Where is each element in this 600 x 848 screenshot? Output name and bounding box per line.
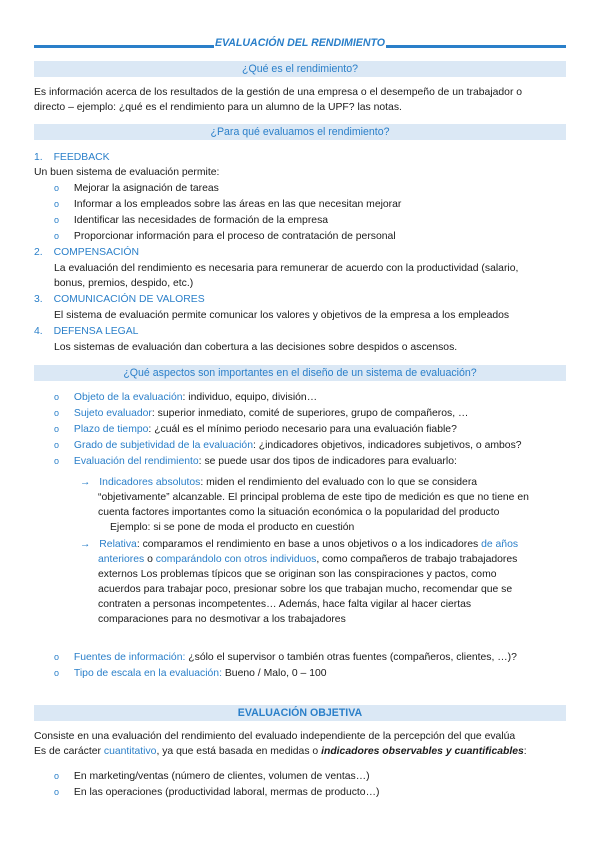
section-header-aspectos: ¿Qué aspectos son importantes en el diseño de un sistema de evaluación? xyxy=(34,365,566,381)
bullet-icon: o xyxy=(54,408,60,418)
paragraph-line: externos Los problemas típicos que se originan son las conspiraciones y pactos, como xyxy=(98,569,497,580)
bullet-icon: o xyxy=(54,456,60,466)
list-item: o Sujeto evaluador: superior inmediato, comité de superiores, grupo de compañeros, … xyxy=(54,408,469,419)
section-header-evaluacion-objetiva: EVALUACIÓN OBJETIVA xyxy=(34,705,566,721)
list-item: o Evaluación del rendimiento: se puede usar dos tipos de indicadores para evaluarlo: xyxy=(54,456,457,467)
list-item: o Fuentes de información: ¿sólo el supervisor o también otras fuentes (compañeros, clientes, …)? xyxy=(54,652,517,663)
bullet-icon: o xyxy=(54,771,60,781)
item-title: FEEDBACK xyxy=(53,152,110,163)
paragraph-line: Ejemplo: si se pone de moda el producto en cuestión xyxy=(110,522,355,533)
bullet-icon: o xyxy=(54,668,60,678)
paragraph-line: Consiste en una evaluación del rendimiento del evaluado independiente de la percepción del que evalúa xyxy=(34,731,516,742)
arrow-right-icon: → xyxy=(80,539,91,550)
list-item: o Tipo de escala en la evaluación: Bueno / Malo, 0 – 100 xyxy=(54,668,327,679)
list-item: o Objeto de la evaluación: individuo, equipo, división… xyxy=(54,392,318,403)
list-item: o Identificar las necesidades de formación de la empresa xyxy=(54,215,329,226)
list-item: o Mejorar la asignación de tareas xyxy=(54,183,219,194)
paragraph-line: La evaluación del rendimiento es necesaria para remunerar de acuerdo con la productividad (salario, xyxy=(54,263,519,274)
paragraph-line: Los sistemas de evaluación dan cobertura a las decisiones sobre despidos o ascensos. xyxy=(54,342,458,353)
item-number: 4. xyxy=(34,326,43,337)
bullet-icon: o xyxy=(54,424,60,434)
paragraph-line: Es información acerca de los resultados de la gestión de una empresa o el desempeño de un trabajador o xyxy=(34,87,523,98)
list-item: o Plazo de tiempo: ¿cuál es el mínimo periodo necesario para una evaluación fiable? xyxy=(54,424,457,435)
list-item: o En las operaciones (productividad laboral, mermas de producto…) xyxy=(54,787,380,798)
bullet-icon: o xyxy=(54,215,60,225)
bullet-icon: o xyxy=(54,652,60,662)
paragraph-line: El sistema de evaluación permite comunicar los valores y objetivos de la empresa a los empleados xyxy=(54,310,510,321)
section-header-para-que: ¿Para qué evaluamos el rendimiento? xyxy=(34,124,566,140)
list-item: o Informar a los empleados sobre las áreas en las que necesitan mejorar xyxy=(54,199,402,210)
numbered-item-defensa xyxy=(34,325,138,338)
numbered-item-compensacion xyxy=(34,246,139,259)
feedback-intro: Un buen sistema de evaluación permite: xyxy=(34,167,220,178)
list-item: o Grado de subjetividad de la evaluación: ¿indicadores objetivos, indicadores subjetivos, o ambos? xyxy=(54,440,522,451)
section-header-que-es: ¿Qué es el rendimiento? xyxy=(34,61,566,77)
bullet-icon: o xyxy=(54,392,60,402)
item-title: DEFENSA LEGAL xyxy=(53,326,139,337)
bullet-icon: o xyxy=(54,183,60,193)
sub-item-relativa: → Relativa: comparamos el rendimiento en base a unos objetivos o a los indicadores de años xyxy=(80,539,519,550)
sub-item-absolutos: → Indicadores absolutos: miden el rendimiento del evaluado con lo que se considera xyxy=(80,477,478,488)
list-item: o En marketing/ventas (número de clientes, volumen de ventas…) xyxy=(54,771,370,782)
item-number: 1. xyxy=(34,152,43,163)
bullet-icon: o xyxy=(54,440,60,450)
title-bar xyxy=(34,37,566,50)
item-number: 2. xyxy=(34,247,43,258)
paragraph-line: anteriores o comparándolo con otros individuos, como compañeros de trabajo trabajadores xyxy=(98,554,518,565)
page-title: EVALUACIÓN DEL RENDIMIENTO xyxy=(214,37,386,49)
bullet-icon: o xyxy=(54,231,60,241)
paragraph-line: “objetivamente” alcanzable. El principal problema de este tipo de medición es que no tiene en xyxy=(98,492,529,503)
bullet-icon: o xyxy=(54,199,60,209)
numbered-item-valores xyxy=(34,293,205,306)
item-title: COMUNICACIÓN DE VALORES xyxy=(53,294,205,305)
paragraph-line: acuerdos para trabajar poco, presionar sobre los que trabajan mucho, recomendar que se xyxy=(98,584,513,595)
paragraph-line: bonus, premios, despido, etc.) xyxy=(54,278,194,289)
numbered-item-feedback xyxy=(34,151,110,164)
paragraph-line: directo – ejemplo: ¿qué es el rendimiento para un alumno de la UPF? las notas. xyxy=(34,102,402,113)
paragraph-line: contraten a personas incompetentes… Además, hace falta vigilar al hacer ciertas xyxy=(98,599,472,610)
paragraph-line: Es de carácter cuantitativo, ya que está basada en medidas o indicadores observables y cuantificables: xyxy=(34,746,527,757)
item-number: 3. xyxy=(34,294,43,305)
list-item: o Proporcionar información para el proceso de contratación de personal xyxy=(54,231,396,242)
paragraph-line: comparaciones para no desmotivar a los trabajadores xyxy=(98,614,346,625)
paragraph-line: cuenta factores importantes como la situación económica o la popularidad del producto xyxy=(98,507,500,518)
bullet-icon: o xyxy=(54,787,60,797)
arrow-right-icon: → xyxy=(80,477,91,488)
item-title: COMPENSACIÓN xyxy=(53,247,140,258)
